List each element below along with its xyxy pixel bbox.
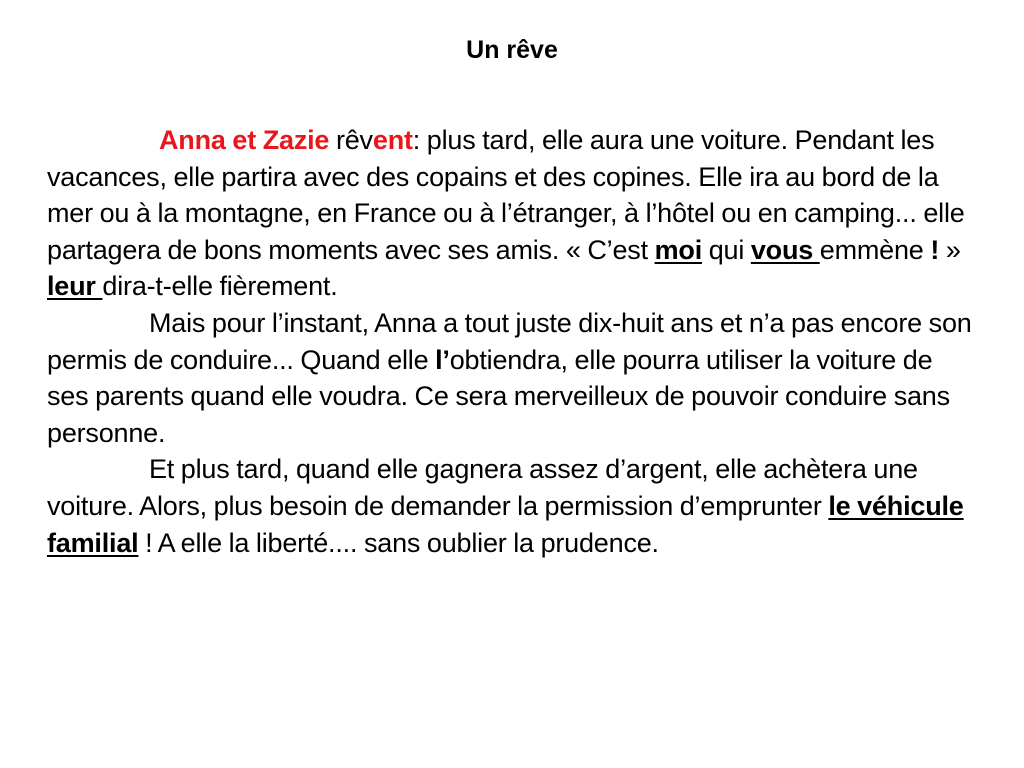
verb-ending-highlight: ent — [372, 125, 413, 155]
paragraph-2-text-b: obtiendra, elle pourra utiliser la voiture de ses parents quand elle voudra. Ce sera merveilleux de pouvoir conduire sans personne. — [47, 344, 950, 448]
pronoun-vous: vous — [750, 234, 820, 265]
pronoun-moi: moi — [654, 234, 702, 265]
slide-title: Un rêve — [466, 36, 558, 64]
paragraph-2-text-a: Mais pour l’instant, Anna a tout juste dix-huit ans et n’a pas encore son permis de conduire... Quand elle — [47, 307, 972, 375]
paragraph-1-text-a: : plus tard, elle aura une voiture. Pendant les vacances, elle partira avec des copains et des copines. Elle ira au bord de la mer ou à la montagne, en France ou à l’étranger, à l’hôtel ou en camping... elle partagera de bons moments avec ses amis. « C’est — [47, 125, 965, 265]
highlight-vehicule-familial: le véhicule familial — [47, 490, 964, 558]
paragraph-1-text-d: » — [939, 234, 961, 265]
verb-stem: rêv — [335, 125, 373, 155]
paragraph-3-text-b: ! A elle la liberté.... sans oublier la prudence. — [138, 527, 659, 558]
pronoun-leur: leur — [47, 271, 103, 302]
paragraph-1 — [47, 122, 977, 305]
paragraph-1-text-b: qui — [702, 234, 751, 265]
paragraph-1-text-e: dira-t-elle fièrement. — [102, 271, 338, 302]
paragraph-3 — [47, 451, 977, 561]
exclamation-mark: ! — [930, 234, 940, 265]
paragraph-1-text-c: emmène — [819, 234, 931, 265]
paragraph-2 — [47, 305, 977, 451]
paragraph-3-text-a: Et plus tard, quand elle gagnera assez d’argent, elle achètera une voiture. Alors, plus besoin de demander la permission d’emprunter — [47, 454, 918, 521]
pronoun-l: l’ — [435, 344, 450, 375]
subject-highlight: Anna et Zazie — [159, 125, 330, 155]
story-body — [47, 122, 977, 561]
